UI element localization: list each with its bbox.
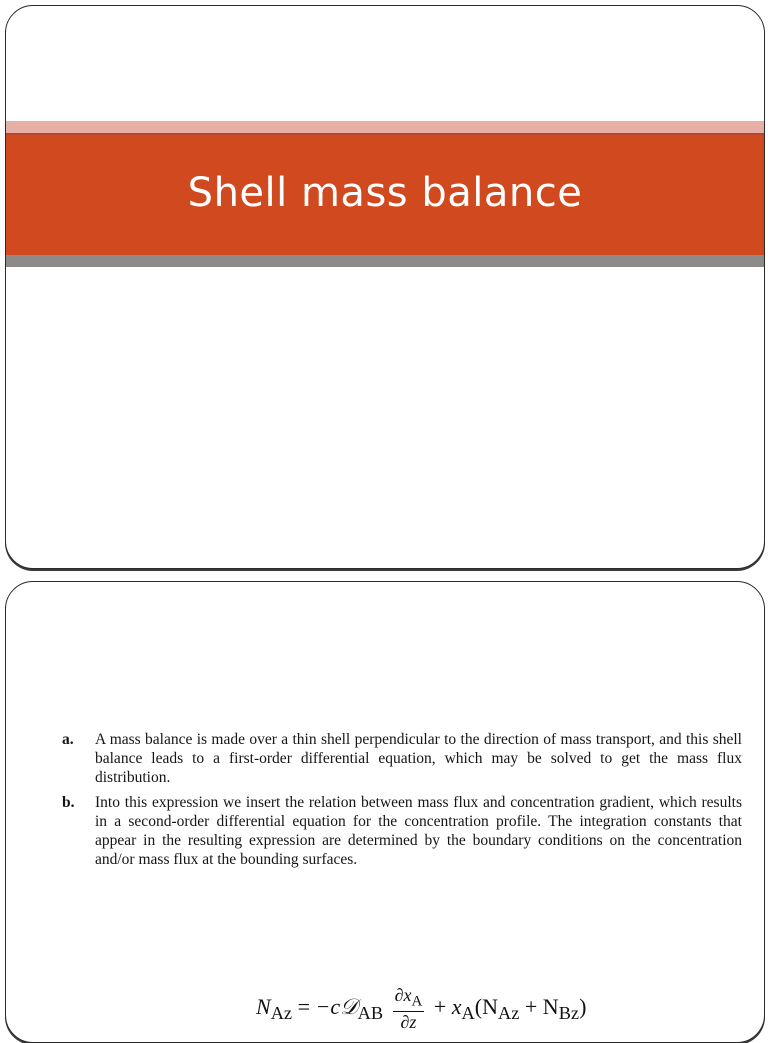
eq-fraction: [393, 985, 425, 1033]
list-marker: a.: [62, 731, 74, 748]
eq-paren-sub2: Bz: [558, 1003, 580, 1024]
list-item-text: Into this expression we insert the relation between mass flux and concentration gradient, which results in a second-order differential equation for the concentration profile. The integration constants that appear in the resulting expression are determined by the boundary conditions on the concentration and/or mass flux at the bounding surfaces.: [95, 794, 742, 868]
eq-paren-open: (N: [474, 993, 499, 1019]
procedure-list: [62, 730, 742, 875]
eq-paren-close: ): [579, 993, 587, 1019]
eq-lhs-sub: Az: [270, 1003, 293, 1024]
eq-plus: +: [433, 993, 447, 1019]
eq-coef: −c𝒟: [315, 993, 358, 1019]
eq-equals: =: [297, 993, 310, 1019]
slide-title: Shell mass balance: [187, 170, 583, 216]
title-slide: [5, 5, 765, 569]
list-item-text: A mass balance is made over a thin shell perpendicular to the direction of mass transport, and this shell balance leads to a first-order differential equation, which may be solved to get the mass flux distribution.: [95, 731, 742, 786]
eq-numerator: $\partial x_A$: [394, 985, 423, 1010]
title-band-shadow: [6, 255, 764, 267]
eq-term-sub: A: [461, 1003, 475, 1024]
eq-coef-sub: AB: [357, 1003, 384, 1024]
eq-denominator: ∂z: [400, 1011, 417, 1032]
content-slide: [5, 581, 765, 1043]
list-item: [62, 730, 742, 787]
list-item: [62, 793, 742, 869]
flux-equation: [256, 985, 586, 1033]
eq-lhs: N: [256, 993, 271, 1019]
list-marker: b.: [62, 794, 75, 811]
eq-paren-sub1: Az: [498, 1003, 520, 1024]
eq-paren-mid: + N: [519, 993, 559, 1019]
title-band: [6, 135, 764, 255]
eq-term: x: [451, 993, 462, 1019]
